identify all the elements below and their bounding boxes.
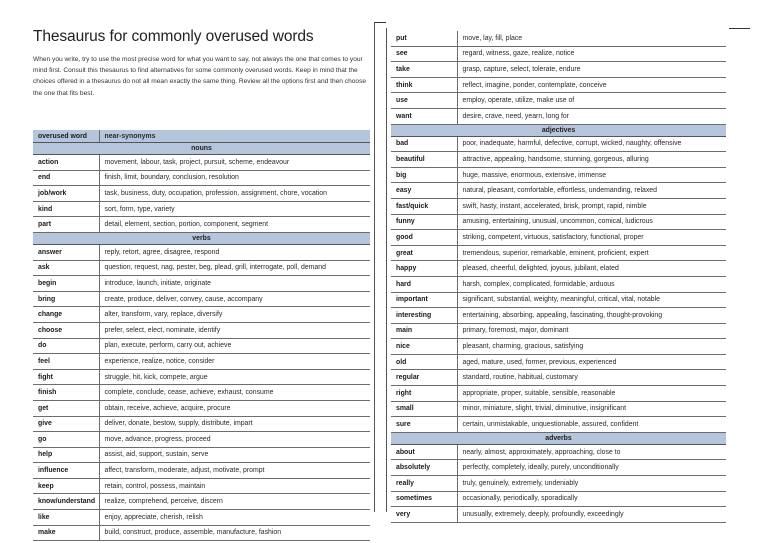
overused-word: absolutely [391, 460, 457, 476]
near-synonyms: move, advance, progress, proceed [99, 432, 370, 448]
table-row [391, 507, 726, 523]
overused-word: beautiful [391, 152, 457, 168]
overused-word: know/understand [33, 494, 99, 510]
left-page [26, 22, 375, 537]
table-row [33, 276, 370, 292]
near-synonyms: detail, element, section, portion, component, segment [99, 217, 370, 233]
overused-word: get [33, 400, 99, 416]
table-row [391, 245, 726, 261]
table-row [391, 152, 726, 168]
near-synonyms: unusually, extremely, deeply, profoundly, exceedingly [457, 507, 726, 523]
overused-word: take [391, 62, 457, 78]
near-synonyms: significant, substantial, weighty, meaningful, critical, vital, notable [457, 292, 726, 308]
near-synonyms: experience, realize, notice, consider [99, 354, 370, 370]
near-synonyms: complete, conclude, cease, achieve, exhaust, consume [99, 385, 370, 401]
near-synonyms: nearly, almost, approximately, approaching, close to [457, 444, 726, 460]
table-row [33, 494, 370, 510]
table-row [391, 230, 726, 246]
near-synonyms: attractive, appealing, handsome, stunning, gorgeous, alluring [457, 152, 726, 168]
overused-word: fight [33, 369, 99, 385]
table-row [33, 463, 370, 479]
overused-word: use [391, 93, 457, 109]
table-row [391, 62, 726, 78]
near-synonyms: aged, mature, used, former, previous, experienced [457, 354, 726, 370]
table-row [391, 339, 726, 355]
table-row [391, 46, 726, 62]
overused-word: regular [391, 370, 457, 386]
overused-word: finish [33, 385, 99, 401]
overused-word: help [33, 447, 99, 463]
overused-word: sometimes [391, 491, 457, 507]
near-synonyms: natural, pleasant, comfortable, effortless, undemanding, relaxed [457, 183, 726, 199]
overused-word: really [391, 476, 457, 492]
table-row [391, 370, 726, 386]
table-row [33, 338, 370, 354]
overused-word: think [391, 77, 457, 93]
overused-word: make [33, 525, 99, 541]
table-row [391, 93, 726, 109]
near-synonyms: create, produce, deliver, convey, cause, accompany [99, 291, 370, 307]
table-row [33, 369, 370, 385]
overused-word: fast/quick [391, 198, 457, 214]
overused-word: want [391, 108, 457, 124]
table-row [391, 476, 726, 492]
table-row [391, 108, 726, 124]
table-row [33, 322, 370, 338]
table-row [391, 308, 726, 324]
table-row [391, 77, 726, 93]
near-synonyms: plan, execute, perform, carry out, achieve [99, 338, 370, 354]
table-row [33, 201, 370, 217]
near-synonyms: reply, retort, agree, disagree, respond [99, 244, 370, 260]
near-synonyms: deliver, donate, bestow, supply, distribute, impart [99, 416, 370, 432]
table-row [391, 136, 726, 152]
section-header-row [33, 143, 370, 155]
near-synonyms: finish, limit, boundary, conclusion, resolution [99, 170, 370, 186]
overused-word: ask [33, 260, 99, 276]
table-row [391, 460, 726, 476]
near-synonyms: regard, witness, gaze, realize, notice [457, 46, 726, 62]
near-synonyms: standard, routine, habitual, customary [457, 370, 726, 386]
overused-word: change [33, 307, 99, 323]
thesaurus-table-right [391, 31, 726, 523]
table-row [391, 261, 726, 277]
near-synonyms: retain, control, possess, maintain [99, 478, 370, 494]
table-row [33, 217, 370, 233]
near-synonyms: build, construct, produce, assemble, manufacture, fashion [99, 525, 370, 541]
table-row [33, 260, 370, 276]
overused-word: right [391, 386, 457, 402]
section-title: adjectives [391, 124, 726, 136]
table-row [391, 323, 726, 339]
table-row [33, 510, 370, 526]
table-row [391, 292, 726, 308]
near-synonyms: grasp, capture, select, tolerate, endure [457, 62, 726, 78]
table-row [33, 416, 370, 432]
near-synonyms: primary, foremost, major, dominant [457, 323, 726, 339]
table-row [33, 385, 370, 401]
near-synonyms: occasionally, periodically, sporadically [457, 491, 726, 507]
near-synonyms: struggle, hit, kick, compete, argue [99, 369, 370, 385]
near-synonyms: harsh, complex, complicated, formidable, arduous [457, 276, 726, 292]
near-synonyms: huge, massive, enormous, extensive, immense [457, 167, 726, 183]
overused-word: very [391, 507, 457, 523]
overused-word: see [391, 46, 457, 62]
table-row [33, 155, 370, 171]
overused-word: begin [33, 276, 99, 292]
section-title: verbs [33, 232, 370, 244]
section-header-row [33, 232, 370, 244]
overused-word: do [33, 338, 99, 354]
table-row [391, 198, 726, 214]
column-header-word: overused word [33, 130, 99, 143]
near-synonyms: realize, comprehend, perceive, discern [99, 494, 370, 510]
overused-word: influence [33, 463, 99, 479]
near-synonyms: amusing, entertaining, unusual, uncommon, comical, ludicrous [457, 214, 726, 230]
near-synonyms: obtain, receive, achieve, acquire, procure [99, 400, 370, 416]
table-row [391, 491, 726, 507]
near-synonyms: pleasant, charming, gracious, satisfying [457, 339, 726, 355]
overused-word: part [33, 217, 99, 233]
section-title: nouns [33, 143, 370, 155]
near-synonyms: employ, operate, utilize, make use of [457, 93, 726, 109]
overused-word: feel [33, 354, 99, 370]
overused-word: good [391, 230, 457, 246]
near-synonyms: introduce, launch, initiate, originate [99, 276, 370, 292]
near-synonyms: prefer, select, elect, nominate, identify [99, 322, 370, 338]
overused-word: go [33, 432, 99, 448]
table-row [33, 244, 370, 260]
page-title: Thesaurus for commonly overused words [33, 28, 314, 45]
overused-word: keep [33, 478, 99, 494]
table-row [33, 186, 370, 202]
overused-word: big [391, 167, 457, 183]
table-header-row [33, 130, 370, 143]
near-synonyms: movement, labour, task, project, pursuit, scheme, endeavour [99, 155, 370, 171]
table-row [391, 401, 726, 417]
table-row [391, 31, 726, 46]
near-synonyms: move, lay, fill, place [457, 31, 726, 46]
near-synonyms: alter, transform, vary, replace, diversify [99, 307, 370, 323]
overused-word: nice [391, 339, 457, 355]
table-row [391, 386, 726, 402]
overused-word: action [33, 155, 99, 171]
overused-word: answer [33, 244, 99, 260]
overused-word: hard [391, 276, 457, 292]
overused-word: bring [33, 291, 99, 307]
overused-word: give [33, 416, 99, 432]
table-row [33, 307, 370, 323]
column-header-synonyms: near-synonyms [99, 130, 370, 143]
near-synonyms: tremendous, superior, remarkable, eminent, proficient, expert [457, 245, 726, 261]
near-synonyms: pleased, cheerful, delighted, joyous, jubilant, elated [457, 261, 726, 277]
table-row [33, 447, 370, 463]
overused-word: easy [391, 183, 457, 199]
intro-paragraph: When you write, try to use the most precise word for what you want to say, not always the one that comes to your mind first. Consult this thesaurus to find alternatives for some commonly overused words. Keep in mind that the choices offered in a thesaurus do not all mean exactly the same thing. Review all the options first and then choose the one that fits best. [33, 56, 367, 97]
near-synonyms: swift, hasty, instant, accelerated, brisk, prompt, rapid, nimble [457, 198, 726, 214]
table-row [33, 525, 370, 541]
section-header-row [391, 432, 726, 444]
table-row [33, 432, 370, 448]
near-synonyms: assist, aid, support, sustain, serve [99, 447, 370, 463]
near-synonyms: reflect, imagine, ponder, contemplate, conceive [457, 77, 726, 93]
near-synonyms: striking, competent, virtuous, satisfactory, functional, proper [457, 230, 726, 246]
overused-word: happy [391, 261, 457, 277]
overused-word: important [391, 292, 457, 308]
right-page [386, 28, 729, 519]
overused-word: put [391, 31, 457, 46]
table-row [33, 400, 370, 416]
table-row [391, 444, 726, 460]
near-synonyms: desire, crave, need, yearn, long for [457, 108, 726, 124]
table-row [391, 354, 726, 370]
table-row [391, 214, 726, 230]
table-row [391, 183, 726, 199]
table-row [33, 291, 370, 307]
near-synonyms: question, request, nag, pester, beg, plead, grill, interrogate, poll, demand [99, 260, 370, 276]
near-synonyms: perfectly, completely, ideally, purely, unconditionally [457, 460, 726, 476]
table-row [391, 276, 726, 292]
near-synonyms: minor, miniature, slight, trivial, diminutive, insignificant [457, 401, 726, 417]
overused-word: funny [391, 214, 457, 230]
overused-word: interesting [391, 308, 457, 324]
near-synonyms: certain, unmistakable, unquestionable, assured, confident [457, 417, 726, 433]
overused-word: job/work [33, 186, 99, 202]
table-row [33, 478, 370, 494]
overused-word: end [33, 170, 99, 186]
overused-word: about [391, 444, 457, 460]
table-row [391, 167, 726, 183]
near-synonyms: affect, transform, moderate, adjust, motivate, prompt [99, 463, 370, 479]
near-synonyms: enjoy, appreciate, cherish, relish [99, 510, 370, 526]
section-title: adverbs [391, 432, 726, 444]
near-synonyms: task, business, duty, occupation, profession, assignment, chore, vocation [99, 186, 370, 202]
table-row [33, 170, 370, 186]
overused-word: small [391, 401, 457, 417]
near-synonyms: entertaining, absorbing, appealing, fascinating, thought-provoking [457, 308, 726, 324]
table-row [33, 354, 370, 370]
overused-word: old [391, 354, 457, 370]
overused-word: like [33, 510, 99, 526]
overused-word: bad [391, 136, 457, 152]
section-header-row [391, 124, 726, 136]
overused-word: great [391, 245, 457, 261]
near-synonyms: sort, form, type, variety [99, 201, 370, 217]
near-synonyms: truly, genuinely, extremely, undeniably [457, 476, 726, 492]
top-rule-right [728, 28, 750, 29]
overused-word: sure [391, 417, 457, 433]
table-row [391, 417, 726, 433]
near-synonyms: poor, inadequate, harmful, defective, corrupt, wicked, naughty, offensive [457, 136, 726, 152]
near-synonyms: appropriate, proper, suitable, sensible, reasonable [457, 386, 726, 402]
thesaurus-table-left [33, 130, 370, 541]
overused-word: kind [33, 201, 99, 217]
overused-word: main [391, 323, 457, 339]
overused-word: choose [33, 322, 99, 338]
